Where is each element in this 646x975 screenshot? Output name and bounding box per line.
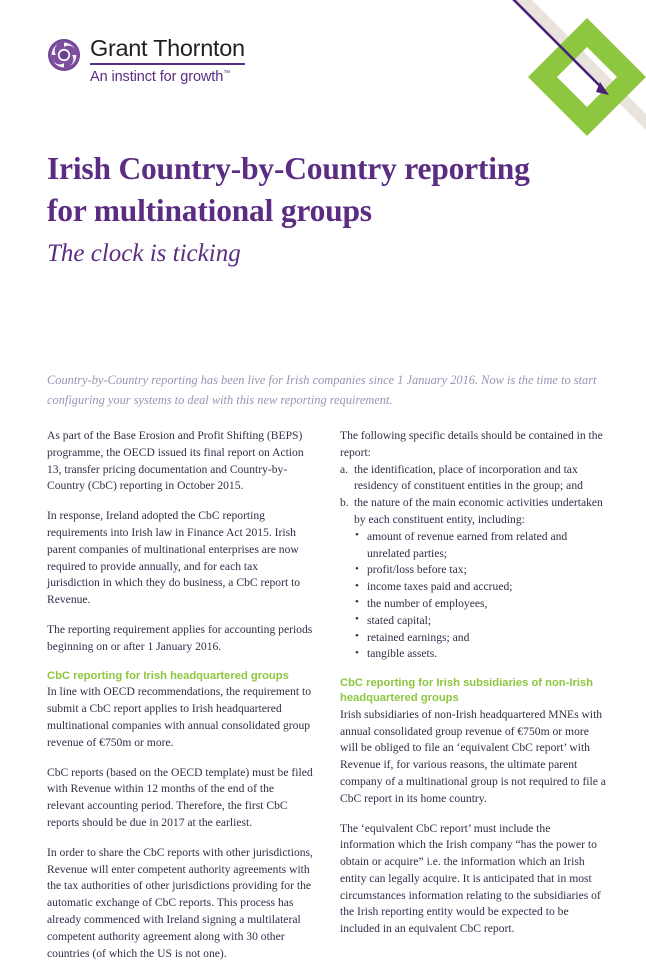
list-item: • income taxes paid and accrued;	[354, 579, 606, 596]
brand-rule	[90, 63, 245, 65]
right-column	[340, 428, 606, 975]
paragraph: Irish subsidiaries of non-Irish headquartered MNEs with annual consolidated group revenue of €750m or more will be obliged to file an ‘equivalent CbC report’ with Revenue if, for various reasons, the ultimate parent company of a multinational group is not required to file a CbC report in its home country.	[340, 707, 606, 805]
grant-thornton-swirl-icon	[47, 38, 81, 72]
body-columns	[47, 428, 607, 975]
section-heading-non-irish-hq: CbC reporting for Irish subsidiaries of non-Irish headquartered groups	[340, 677, 593, 704]
standfirst-text: Country-by-Country reporting has been live for Irish companies since 1 January 2016. Now is the time to start configuring your systems to deal with this new reporting requirement.	[47, 373, 597, 408]
list-item: • retained earnings; and	[354, 630, 606, 647]
paragraph: In order to share the CbC reports with other jurisdictions, Revenue will enter competent authority agreements with the tax authorities of other jurisdictions providing for the automatic exchange of CbC reports. This process has already commenced with Ireland signing a multilateral competent authority agreement along with 30 other countries (of which the US is not one).	[47, 845, 313, 960]
list-item: • tangible assets.	[354, 646, 606, 663]
beige-diagonal-band	[504, 0, 646, 130]
decorative-corner-graphic	[486, 0, 646, 150]
brand-tagline	[90, 69, 245, 85]
paragraph: In response, Ireland adopted the CbC reporting requirements into Irish law in Finance Act 2015. Irish parent companies of multinational enterprises are now required to provide annually, and for each tax jurisdiction in which they do business, a CbC report to Revenue.	[47, 509, 301, 607]
page-title	[47, 148, 607, 232]
list-item: • profit/loss before tax;	[354, 562, 606, 579]
paragraph: In line with OECD recommendations, the requirement to submit a CbC report applies to Irish headquartered multinational companies with annual consolidated group revenue of €750m or more.	[47, 685, 312, 749]
list-item: • the number of employees,	[354, 596, 606, 613]
purple-arrow-line	[508, 0, 609, 95]
list-item-marker: b.	[340, 496, 349, 510]
brand-logo	[47, 36, 245, 85]
bullet-list	[340, 529, 606, 663]
list-item	[340, 495, 606, 529]
page-subtitle: The clock is ticking	[47, 239, 241, 267]
brand-tagline-text: An instinct for growth	[90, 69, 224, 86]
list-item-label: the nature of the main economic activities undertaken by each constituent entity, including:	[354, 496, 603, 526]
paragraph: The following specific details should be contained in the report:	[340, 429, 603, 459]
list-item-marker: a.	[340, 462, 349, 476]
list-item	[340, 462, 606, 496]
title-block	[47, 148, 607, 270]
trademark-symbol: ™	[223, 70, 231, 78]
paragraph: The ‘equivalent CbC report’ must include the information which the Irish company “has the power to obtain or acquire” i.e. the information which an Irish entity can legally acquire. It is anticipated that in most circumstances information relating to the subsidiaries of the Irish reporting entity would be expected to be included in an equivalent CbC report.	[340, 821, 601, 936]
brand-name: Grant Thornton	[90, 35, 245, 61]
page-title-line-2: for multinational groups	[47, 192, 372, 228]
list-item-label: the identification, place of incorporation and tax residency of constituent entities in the group; and	[354, 462, 583, 493]
list-item: • amount of revenue earned from related and unrelated parties;	[354, 529, 606, 563]
paragraph: The reporting requirement applies for accounting periods beginning on or after 1 January 2016.	[47, 622, 313, 653]
list-item: • stated capital;	[354, 613, 606, 630]
paragraph: As part of the Base Erosion and Profit Shifting (BEPS) programme, the OECD issued its final report on Action 13, transfer pricing documentation and Country-by-Country (CbC) reporting in October 2015.	[47, 429, 304, 493]
alpha-list	[340, 462, 606, 529]
left-column	[47, 428, 313, 975]
green-diamond-ring	[528, 18, 646, 136]
page-title-line-1: Irish Country-by-Country reporting	[47, 151, 530, 186]
paragraph: CbC reports (based on the OECD template) must be filed with Revenue within 12 months of the end of the relevant accounting period. Therefore, the first CbC reports should be due in 2017 at the earliest.	[47, 765, 313, 829]
section-heading-irish-hq: CbC reporting for Irish headquartered groups	[47, 669, 289, 682]
